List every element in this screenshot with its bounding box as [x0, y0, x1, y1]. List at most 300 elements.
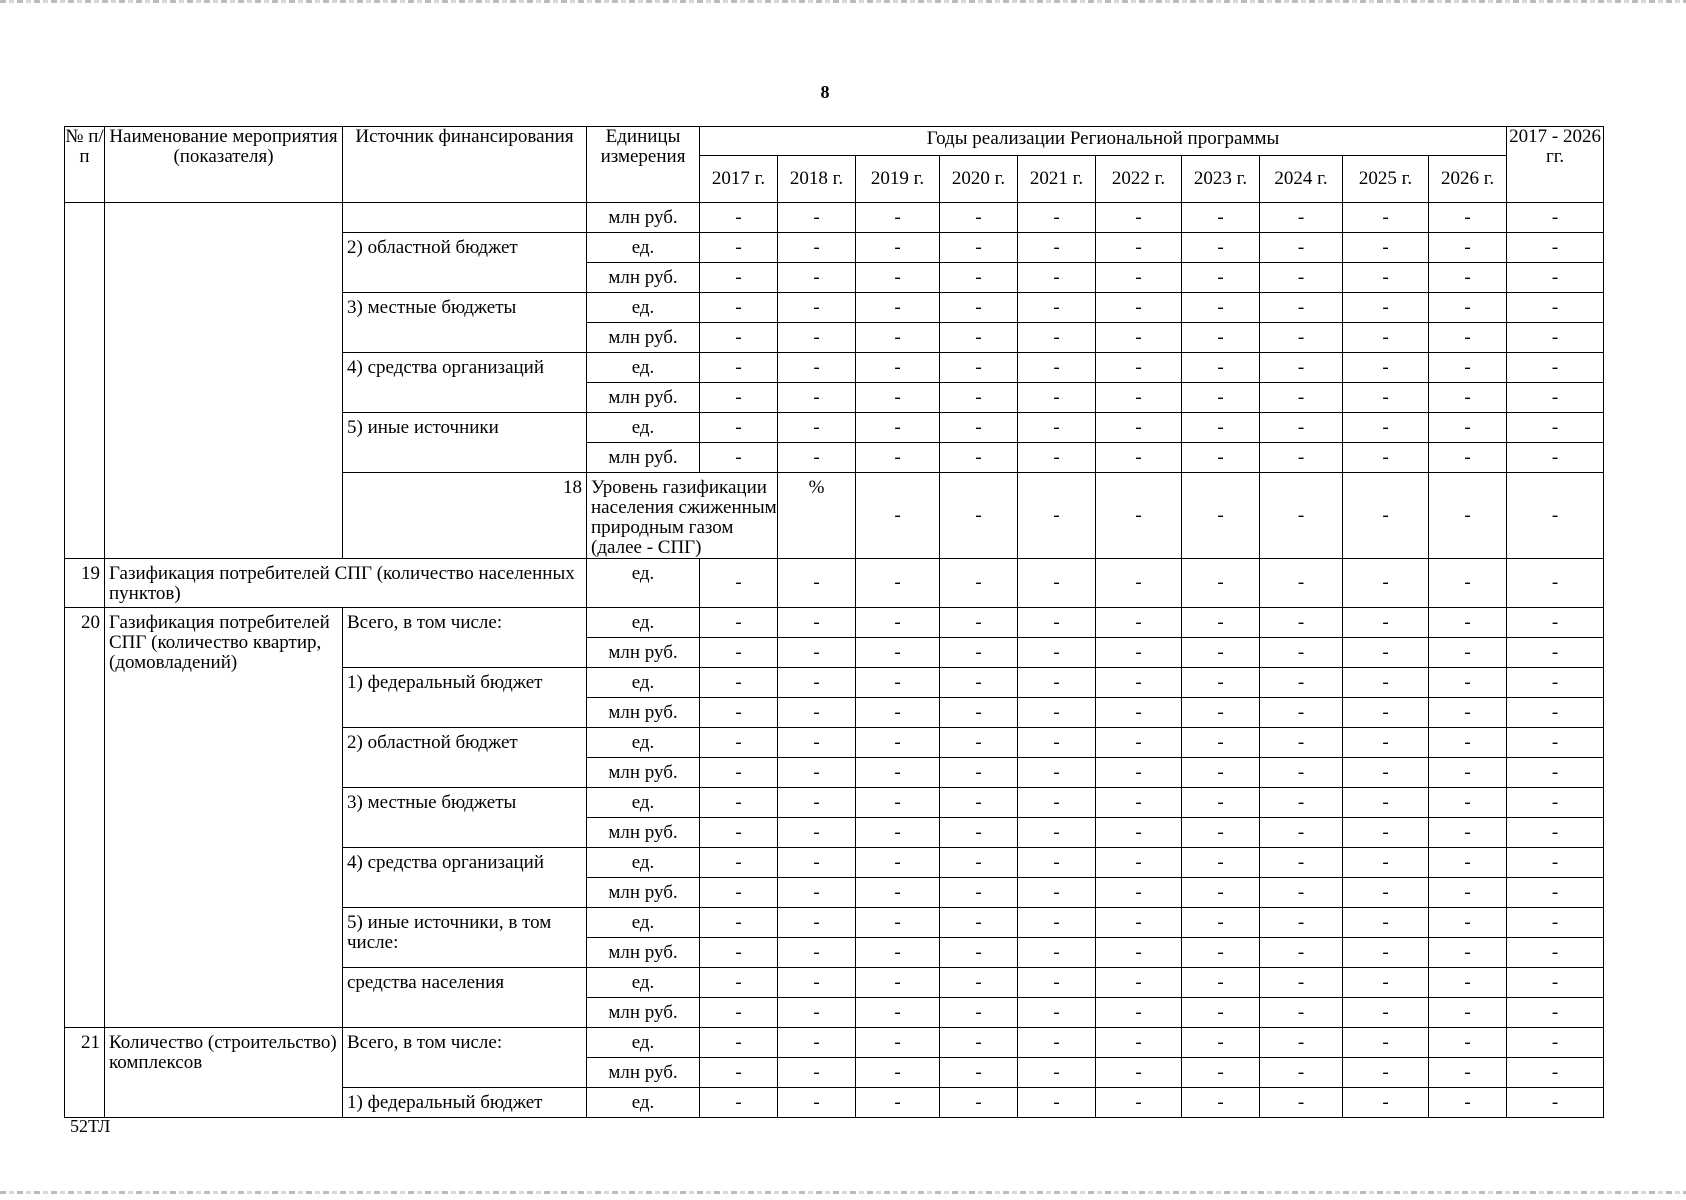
- header-year: 2022 г.: [1096, 156, 1182, 203]
- year-value: -: [856, 878, 940, 908]
- year-value: -: [1343, 998, 1429, 1028]
- year-value: -: [1343, 638, 1429, 668]
- year-value: -: [856, 968, 940, 998]
- year-value: -: [700, 263, 778, 293]
- year-value: -: [856, 1088, 940, 1118]
- year-value: -: [778, 413, 856, 443]
- year-value: -: [940, 443, 1018, 473]
- year-value: -: [1343, 559, 1429, 608]
- year-value: -: [1260, 383, 1343, 413]
- year-value: -: [700, 908, 778, 938]
- year-value: -: [700, 233, 778, 263]
- year-value: -: [1429, 788, 1507, 818]
- year-value: -: [778, 1088, 856, 1118]
- year-value: -: [700, 293, 778, 323]
- year-value: -: [1260, 608, 1343, 638]
- header-year: 2021 г.: [1018, 156, 1096, 203]
- year-value: -: [1182, 968, 1260, 998]
- unit-cell: ед.: [587, 233, 700, 263]
- year-value: -: [1260, 758, 1343, 788]
- unit-cell: млн руб.: [587, 638, 700, 668]
- unit-cell: млн руб.: [587, 878, 700, 908]
- year-value: -: [1260, 1058, 1343, 1088]
- year-value: -: [1260, 638, 1343, 668]
- year-value: -: [1260, 1028, 1343, 1058]
- year-value: -: [700, 323, 778, 353]
- year-value: -: [700, 698, 778, 728]
- year-value: -: [1018, 938, 1096, 968]
- year-value: -: [940, 938, 1018, 968]
- year-value: -: [700, 443, 778, 473]
- row-number: 21: [65, 1028, 105, 1118]
- header-year: 2024 г.: [1260, 156, 1343, 203]
- total-value: -: [1507, 728, 1604, 758]
- year-value: -: [700, 938, 778, 968]
- year-value: -: [1096, 473, 1182, 559]
- year-value: -: [1343, 293, 1429, 323]
- year-value: -: [1429, 698, 1507, 728]
- unit-cell: ед.: [587, 608, 700, 638]
- unit-cell: %: [778, 473, 856, 559]
- year-value: -: [856, 203, 940, 233]
- year-value: -: [1429, 608, 1507, 638]
- year-value: -: [1429, 559, 1507, 608]
- year-value: -: [700, 1088, 778, 1118]
- year-value: -: [1429, 233, 1507, 263]
- year-value: -: [1343, 1058, 1429, 1088]
- year-value: -: [778, 263, 856, 293]
- year-value: -: [1429, 878, 1507, 908]
- year-value: -: [940, 1028, 1018, 1058]
- year-value: -: [1343, 698, 1429, 728]
- funding-source: Всего, в том числе:: [343, 608, 587, 668]
- footer-code: 52ТЛ: [70, 1116, 111, 1136]
- total-value: -: [1507, 559, 1604, 608]
- year-value: -: [1343, 233, 1429, 263]
- row-number: 20: [65, 608, 105, 1028]
- year-value: -: [1096, 698, 1182, 728]
- year-value: -: [1096, 908, 1182, 938]
- year-value: -: [1018, 203, 1096, 233]
- unit-cell: млн руб.: [587, 818, 700, 848]
- year-value: -: [1429, 938, 1507, 968]
- year-value: -: [1260, 443, 1343, 473]
- year-value: -: [1343, 1088, 1429, 1118]
- year-value: -: [1429, 998, 1507, 1028]
- year-value: -: [1018, 998, 1096, 1028]
- header-unit: Единицы измерения: [587, 127, 700, 203]
- year-value: -: [1343, 758, 1429, 788]
- year-value: -: [1018, 608, 1096, 638]
- row-number: 18: [343, 473, 587, 559]
- total-value: -: [1507, 608, 1604, 638]
- year-value: -: [1096, 413, 1182, 443]
- funding-source: 2) областной бюджет: [343, 728, 587, 788]
- year-value: -: [778, 1028, 856, 1058]
- year-value: -: [778, 638, 856, 668]
- year-value: -: [1096, 878, 1182, 908]
- year-value: -: [1429, 908, 1507, 938]
- year-value: -: [1429, 968, 1507, 998]
- year-value: -: [1018, 413, 1096, 443]
- year-value: -: [940, 233, 1018, 263]
- year-value: -: [1343, 203, 1429, 233]
- year-value: -: [856, 1058, 940, 1088]
- total-value: -: [1507, 698, 1604, 728]
- unit-cell: ед.: [587, 968, 700, 998]
- funding-source: 5) иные источники, в том числе:: [343, 908, 587, 968]
- year-value: -: [1018, 758, 1096, 788]
- total-value: -: [1507, 668, 1604, 698]
- year-value: -: [1182, 638, 1260, 668]
- total-value: -: [1507, 788, 1604, 818]
- year-value: -: [1260, 968, 1343, 998]
- year-value: -: [1260, 323, 1343, 353]
- funding-source: 3) местные бюджеты: [343, 293, 587, 353]
- year-value: -: [1182, 728, 1260, 758]
- indicator-name: Количество (строительство) комплексов: [105, 1028, 343, 1118]
- year-value: -: [1429, 728, 1507, 758]
- total-value: -: [1507, 323, 1604, 353]
- table-body: [65, 203, 1604, 1118]
- year-value: -: [1096, 263, 1182, 293]
- year-value: -: [700, 559, 778, 608]
- unit-cell: млн руб.: [587, 383, 700, 413]
- year-value: -: [1260, 878, 1343, 908]
- year-value: -: [778, 668, 856, 698]
- page-number: 8: [820, 82, 830, 102]
- year-value: -: [1018, 698, 1096, 728]
- year-value: -: [940, 263, 1018, 293]
- total-value: -: [1507, 353, 1604, 383]
- year-value: -: [1018, 323, 1096, 353]
- year-value: -: [856, 559, 940, 608]
- total-value: -: [1507, 263, 1604, 293]
- year-value: -: [1343, 848, 1429, 878]
- header-name: Наименование мероприятия (показателя): [105, 127, 343, 203]
- year-value: -: [1182, 818, 1260, 848]
- year-value: -: [1343, 263, 1429, 293]
- year-value: -: [940, 293, 1018, 323]
- year-value: -: [1018, 818, 1096, 848]
- year-value: -: [940, 413, 1018, 443]
- year-value: -: [778, 968, 856, 998]
- header-year: 2018 г.: [778, 156, 856, 203]
- year-value: -: [1096, 323, 1182, 353]
- unit-cell: млн руб.: [587, 998, 700, 1028]
- year-value: -: [1343, 818, 1429, 848]
- year-value: -: [940, 383, 1018, 413]
- year-value: -: [700, 668, 778, 698]
- funding-source: 3) местные бюджеты: [343, 788, 587, 848]
- year-value: -: [1018, 1058, 1096, 1088]
- year-value: -: [700, 383, 778, 413]
- year-value: -: [778, 383, 856, 413]
- year-value: -: [1018, 908, 1096, 938]
- year-value: -: [1260, 473, 1343, 559]
- total-value: -: [1507, 818, 1604, 848]
- year-value: -: [1182, 878, 1260, 908]
- year-value: -: [700, 413, 778, 443]
- year-value: -: [1260, 818, 1343, 848]
- year-value: -: [1260, 788, 1343, 818]
- unit-cell: ед.: [587, 413, 700, 443]
- year-value: -: [1018, 728, 1096, 758]
- total-value: -: [1507, 758, 1604, 788]
- year-value: -: [1260, 698, 1343, 728]
- unit-cell: ед.: [587, 848, 700, 878]
- unit-cell: ед.: [587, 1088, 700, 1118]
- year-value: -: [1260, 728, 1343, 758]
- total-value: -: [1507, 968, 1604, 998]
- year-value: -: [1260, 293, 1343, 323]
- year-value: -: [1018, 233, 1096, 263]
- year-value: -: [1182, 938, 1260, 968]
- year-value: -: [856, 443, 940, 473]
- year-value: -: [1429, 473, 1507, 559]
- year-value: -: [1343, 938, 1429, 968]
- indicator-name: Уровень газификации населения сжиженным природным газом (далее - СПГ): [587, 473, 778, 559]
- year-value: -: [1260, 203, 1343, 233]
- year-value: -: [700, 353, 778, 383]
- year-value: -: [856, 818, 940, 848]
- year-value: -: [1018, 473, 1096, 559]
- funding-source: 2) областной бюджет: [343, 233, 587, 293]
- year-value: -: [1343, 908, 1429, 938]
- year-value: -: [700, 758, 778, 788]
- year-value: -: [778, 203, 856, 233]
- header-year: 2025 г.: [1343, 156, 1429, 203]
- header-total: 2017 - 2026 гг.: [1507, 127, 1604, 203]
- funding-source: 1) федеральный бюджет: [343, 668, 587, 728]
- year-value: -: [778, 908, 856, 938]
- year-value: -: [700, 968, 778, 998]
- year-value: -: [700, 998, 778, 1028]
- total-value: -: [1507, 383, 1604, 413]
- year-value: -: [856, 758, 940, 788]
- year-value: -: [1343, 968, 1429, 998]
- year-value: -: [1260, 998, 1343, 1028]
- year-value: -: [856, 323, 940, 353]
- year-value: -: [778, 938, 856, 968]
- year-value: -: [1096, 608, 1182, 638]
- year-value: -: [856, 263, 940, 293]
- year-value: -: [1182, 608, 1260, 638]
- unit-cell: млн руб.: [587, 203, 700, 233]
- year-value: -: [1096, 728, 1182, 758]
- year-value: -: [940, 1088, 1018, 1118]
- year-value: -: [1260, 1088, 1343, 1118]
- year-value: -: [1182, 263, 1260, 293]
- year-value: -: [940, 203, 1018, 233]
- year-value: -: [700, 638, 778, 668]
- year-value: -: [778, 443, 856, 473]
- year-value: -: [778, 559, 856, 608]
- total-value: -: [1507, 998, 1604, 1028]
- unit-cell: млн руб.: [587, 698, 700, 728]
- year-value: -: [1429, 848, 1507, 878]
- year-value: -: [700, 608, 778, 638]
- year-value: -: [778, 878, 856, 908]
- header-year: 2023 г.: [1182, 156, 1260, 203]
- year-value: -: [1096, 383, 1182, 413]
- year-value: -: [1096, 293, 1182, 323]
- year-value: -: [1096, 353, 1182, 383]
- year-value: -: [1182, 443, 1260, 473]
- funding-source: [343, 203, 587, 233]
- year-value: -: [1429, 263, 1507, 293]
- year-value: -: [1096, 818, 1182, 848]
- year-value: -: [856, 998, 940, 1028]
- year-value: -: [940, 559, 1018, 608]
- header-years-group: Годы реализации Региональной программы: [700, 127, 1507, 156]
- year-value: -: [856, 233, 940, 263]
- header-source: Источник финансирования: [343, 127, 587, 203]
- year-value: -: [940, 908, 1018, 938]
- year-value: -: [1343, 788, 1429, 818]
- year-value: -: [1018, 559, 1096, 608]
- year-value: -: [1429, 323, 1507, 353]
- unit-cell: ед.: [587, 293, 700, 323]
- year-value: -: [1096, 788, 1182, 818]
- year-value: -: [1429, 818, 1507, 848]
- indicator-name: [105, 203, 343, 559]
- scan-edge-top: [0, 0, 1686, 3]
- unit-cell: млн руб.: [587, 443, 700, 473]
- year-value: -: [1343, 323, 1429, 353]
- year-value: -: [856, 668, 940, 698]
- year-value: -: [1018, 263, 1096, 293]
- year-value: -: [940, 323, 1018, 353]
- unit-cell: млн руб.: [587, 323, 700, 353]
- year-value: -: [1429, 203, 1507, 233]
- unit-cell: ед.: [587, 668, 700, 698]
- year-value: -: [1429, 353, 1507, 383]
- year-value: -: [1429, 1028, 1507, 1058]
- funding-source: Всего, в том числе:: [343, 1028, 587, 1088]
- year-value: -: [1182, 203, 1260, 233]
- year-value: -: [1343, 728, 1429, 758]
- year-value: -: [856, 788, 940, 818]
- year-value: -: [856, 728, 940, 758]
- year-value: -: [940, 608, 1018, 638]
- year-value: -: [856, 938, 940, 968]
- funding-source: средства населения: [343, 968, 587, 1028]
- year-value: -: [1096, 1058, 1182, 1088]
- indicator-name: Газификация потребителей СПГ (количество квартир, (домовладений): [105, 608, 343, 1028]
- year-value: -: [856, 698, 940, 728]
- year-value: -: [1182, 998, 1260, 1028]
- year-value: -: [856, 473, 940, 559]
- scan-edge-bottom: [0, 1191, 1686, 1194]
- year-value: -: [1018, 383, 1096, 413]
- year-value: -: [700, 203, 778, 233]
- year-value: -: [856, 908, 940, 938]
- year-value: -: [700, 818, 778, 848]
- year-value: -: [940, 1058, 1018, 1088]
- unit-cell: ед.: [587, 559, 700, 608]
- year-value: -: [1260, 668, 1343, 698]
- year-value: -: [1343, 353, 1429, 383]
- year-value: -: [1429, 668, 1507, 698]
- year-value: -: [940, 758, 1018, 788]
- year-value: -: [940, 848, 1018, 878]
- year-value: -: [856, 383, 940, 413]
- year-value: -: [1182, 1028, 1260, 1058]
- year-value: -: [778, 323, 856, 353]
- year-value: -: [1429, 638, 1507, 668]
- year-value: -: [1260, 263, 1343, 293]
- total-value: -: [1507, 293, 1604, 323]
- year-value: -: [856, 848, 940, 878]
- year-value: -: [1182, 698, 1260, 728]
- total-value: -: [1507, 848, 1604, 878]
- year-value: -: [1096, 998, 1182, 1028]
- year-value: -: [856, 1028, 940, 1058]
- year-value: -: [940, 728, 1018, 758]
- table-row: [65, 203, 1604, 233]
- year-value: -: [1343, 668, 1429, 698]
- year-value: -: [1018, 848, 1096, 878]
- year-value: -: [1260, 353, 1343, 383]
- unit-cell: млн руб.: [587, 938, 700, 968]
- year-value: -: [1429, 293, 1507, 323]
- year-value: -: [1182, 293, 1260, 323]
- year-value: -: [1343, 1028, 1429, 1058]
- unit-cell: ед.: [587, 788, 700, 818]
- funding-source: 1) федеральный бюджет: [343, 1088, 587, 1118]
- year-value: -: [940, 818, 1018, 848]
- year-value: -: [778, 293, 856, 323]
- unit-cell: ед.: [587, 1028, 700, 1058]
- year-value: -: [1096, 668, 1182, 698]
- year-value: -: [856, 638, 940, 668]
- year-value: -: [856, 413, 940, 443]
- year-value: -: [1182, 848, 1260, 878]
- year-value: -: [940, 968, 1018, 998]
- year-value: -: [1096, 1028, 1182, 1058]
- total-value: -: [1507, 443, 1604, 473]
- year-value: -: [856, 353, 940, 383]
- year-value: -: [1429, 1058, 1507, 1088]
- unit-cell: ед.: [587, 728, 700, 758]
- year-value: -: [1018, 878, 1096, 908]
- year-value: -: [1018, 1088, 1096, 1118]
- year-value: -: [1182, 383, 1260, 413]
- year-value: -: [856, 608, 940, 638]
- total-value: -: [1507, 938, 1604, 968]
- year-value: -: [778, 698, 856, 728]
- year-value: -: [1018, 668, 1096, 698]
- year-value: -: [1343, 473, 1429, 559]
- year-value: -: [1260, 938, 1343, 968]
- year-value: -: [1018, 968, 1096, 998]
- header-year: 2017 г.: [700, 156, 778, 203]
- year-value: -: [1096, 443, 1182, 473]
- year-value: -: [1429, 413, 1507, 443]
- year-value: -: [1096, 638, 1182, 668]
- year-value: -: [1343, 443, 1429, 473]
- header-year: 2019 г.: [856, 156, 940, 203]
- year-value: -: [778, 788, 856, 818]
- year-value: -: [1260, 559, 1343, 608]
- table-row: [65, 1028, 1604, 1058]
- year-value: -: [940, 878, 1018, 908]
- year-value: -: [940, 788, 1018, 818]
- year-value: -: [700, 728, 778, 758]
- funding-source: 4) средства организаций: [343, 848, 587, 908]
- year-value: -: [1182, 788, 1260, 818]
